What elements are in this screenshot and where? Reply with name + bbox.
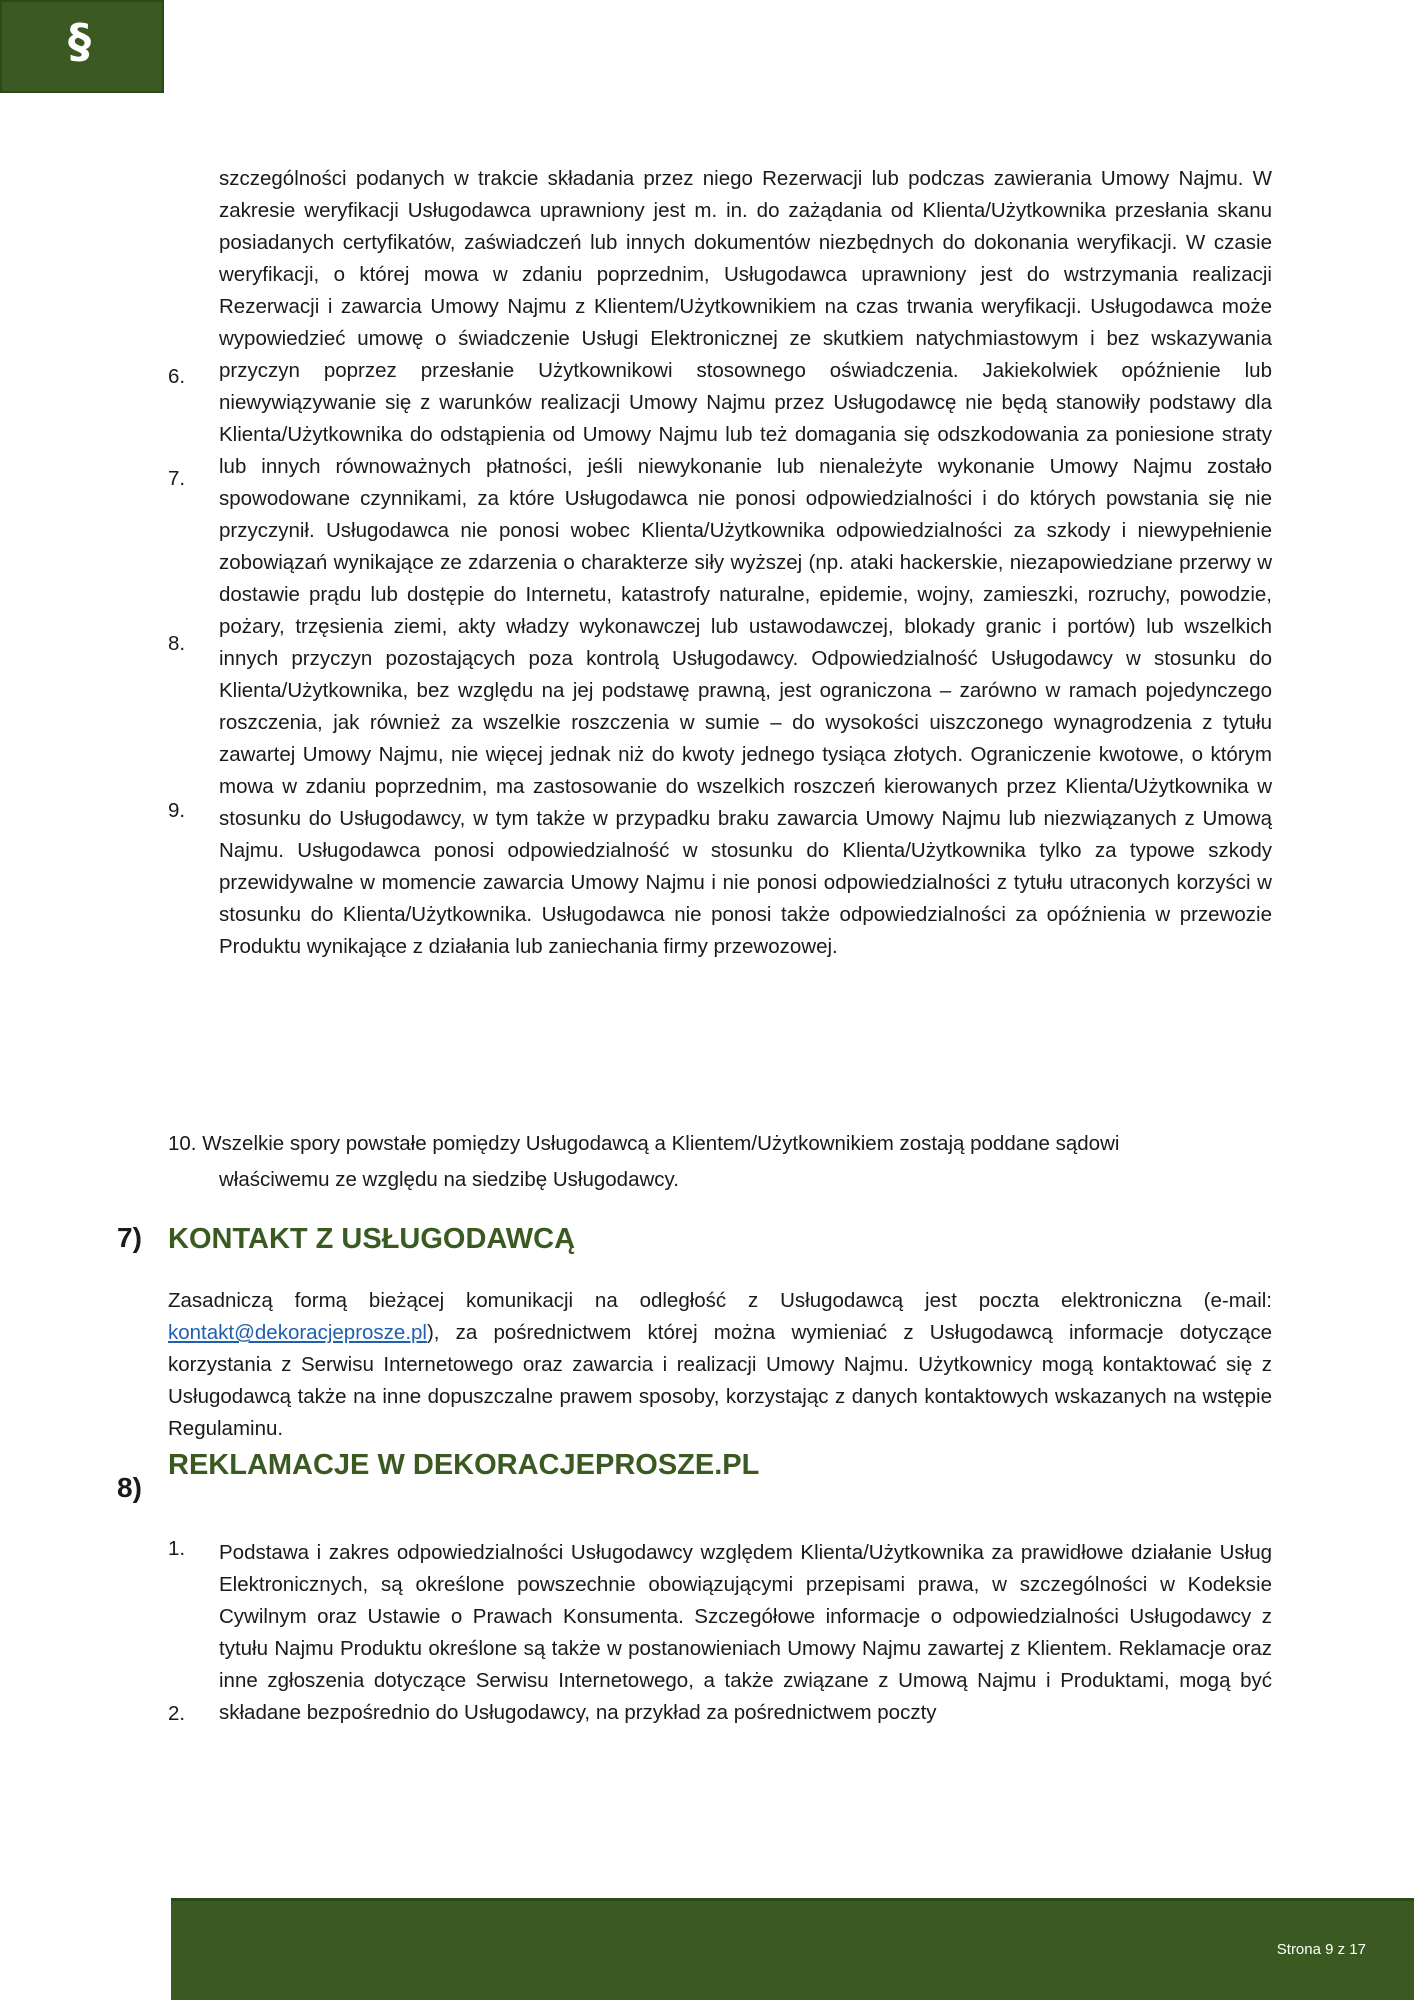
section6-paragraph: szczególności podanych w trakcie składania przez niego Rezerwacji lub podczas zawierania Umowy Najmu. W zakresie weryfikacji Usługodawca uprawniony jest m. in. do zażądania od Klienta/Użytkownika przesłania skanu posiadanych certyfikatów, zaświadczeń lub innych dokumentów niezbędnych do dokonania weryfikacji. W czasie weryfikacji, o której mowa w zdaniu poprzednim, Usługodawca uprawniony jest do wstrzymania realizacji Rezerwacji i zawarcia Umowy Najmu z Klientem/Użytkownikiem na czas trwania weryfikacji. Usługodawca może wypowiedzieć umowę o świadczenie Usługi Elektronicznej ze skutkiem natychmiastowym i bez wskazywania przyczyn poprzez przesłanie Użytkownikowi stosownego oświadczenia. Jakiekolwiek opóźnienie lub niewywiązywanie się z warunków realizacji Umowy Najmu przez Usługodawcę nie będą stanowiły podstawy dla Klienta/Użytkownika do odstąpienia od Umowy Najmu lub też domagania się odszkodowania za poniesione straty lub innych równoważnych płatności, jeśli niewykonanie lub nienależyte wykonanie Umowy Najmu zostało spowodowane czynnikami, za które Usługodawca nie ponosi odpowiedzialności i do których powstania się nie przyczynił. Usługodawca nie ponosi wobec Klienta/Użytkownika odpowiedzialności za szkody i niewypełnienie zobowiązań wynikające ze zdarzenia o charakterze siły wyższej (np. ataki hackerskie, niezapowiedziane przerwy w dostawie prądu lub dostępie do Internetu, katastrofy naturalne, epidemie, wojny, zamieszki, rozruchy, powodzie, pożary, trzęsienia ziemi, akty władzy wykonawczej lub ustawodawczej, blokady granic i portów) lub wszelkich innych przyczyn pozostających poza kontrolą Usługodawcy. Odpowiedzialność Usługodawcy w stosunku do Klienta/Użytkownika, bez względu na jej podstawę prawną, jest ograniczona – zarówno w ramach pojedynczego roszczenia, jak również za wszelkie roszczenia w sumie – do wysokości uiszczonego wynagrodzenia z tytułu zawartej Umowy Najmu, nie więcej jednak niż do kwoty jednego tysiąca złotych. Ograniczenie kwotowe, o którym mowa w zdaniu poprzednim, ma zastosowanie do wszelkich roszczeń kierowanych przez Klienta/Użytkownika w stosunku do Usługodawcy, w tym także w przypadku braku zawarcia Umowy Najmu lub niezwiązanych z Umową Najmu. Usługodawca ponosi odpowiedzialność w stosunku do Klienta/Użytkownika tylko za typowe szkody przewidywalne w momencie zawarcia Umowy Najmu i nie ponosi odpowiedzialności z tytułu utraconych korzyści w stosunku do Klienta/Użytkownika. Usługodawca nie ponosi także odpowiedzialności za opóźnienia w przewozie Produktu wynikające z działania lub zaniechania firmy przewozowej.: [219, 167, 1272, 958]
list-number-7: 7.: [168, 467, 186, 490]
page-number: Strona 9 z 17: [1276, 1941, 1366, 1958]
list-item-10-line2: właściwemu ze względu na siedzibę Usługodawcy.: [219, 1168, 679, 1191]
footer-bar: [171, 1898, 1414, 2000]
header-logo-box: [0, 0, 164, 93]
section8-paragraph: Podstawa i zakres odpowiedzialności Usługodawcy względem Klienta/Użytkownika za prawidłowe działanie Usług Elektronicznych, są określone powszechnie obowiązującymi przepisami prawa, w szczególności w Kodeksie Cywilnym oraz Ustawie o Prawach Konsumenta. Szczegółowe informacje o odpowiedzialności Usługodawcy z tytułu Najmu Produktu określone są także w postanowieniach Umowy Najmu zawartej z Klientem. Reklamacje oraz inne zgłoszenia dotyczące Serwisu Internetowego, a także związane z Umową Najmu i Produktami, mogą być składane bezpośrednio do Usługodawcy, na przykład za pośrednictwem poczty: [219, 1541, 1272, 1724]
paragraph-sign-icon: §: [68, 14, 91, 68]
contact-text-after: ), za pośrednictwem której można wymieniać z Usługodawcą informacje dotyczące korzystania z Serwisu Internetowego oraz zawarcia i realizacji Umowy Najmu. Użytkownicy mogą kontaktować się z Usługodawcą także na inne dopuszczalne prawem sposoby, korzystając z danych kontaktowych wskazanych na wstępie Regulaminu.: [168, 1321, 1272, 1440]
list-item-10: [168, 1128, 1268, 1196]
list-item-10-line1: 10. Wszelkie spory powstałe pomiędzy Usługodawcą a Klientem/Użytkownikiem zostają poddane sądowi: [168, 1132, 1120, 1155]
list-number-8: 8.: [168, 632, 186, 655]
section8-number: 8): [117, 1472, 142, 1503]
section7-title: KONTAKT Z USŁUGODAWCĄ: [168, 1223, 576, 1255]
list-number-1: 1.: [168, 1537, 186, 1560]
contact-paragraph: [168, 1285, 1272, 1445]
section7-number: 7): [117, 1222, 142, 1253]
contact-text-before: Zasadniczą formą bieżącej komunikacji na odległość z Usługodawcą jest poczta elektroniczna (e-mail:: [168, 1289, 1272, 1312]
list-number-2: 2.: [168, 1702, 186, 1725]
list-number-6: 6.: [168, 365, 186, 388]
section8-title: REKLAMACJE W DEKORACJEPROSZE.PL: [168, 1449, 760, 1481]
email-link[interactable]: kontakt@dekoracjeprosze.pl: [168, 1321, 427, 1344]
list-number-9: 9.: [168, 799, 186, 822]
